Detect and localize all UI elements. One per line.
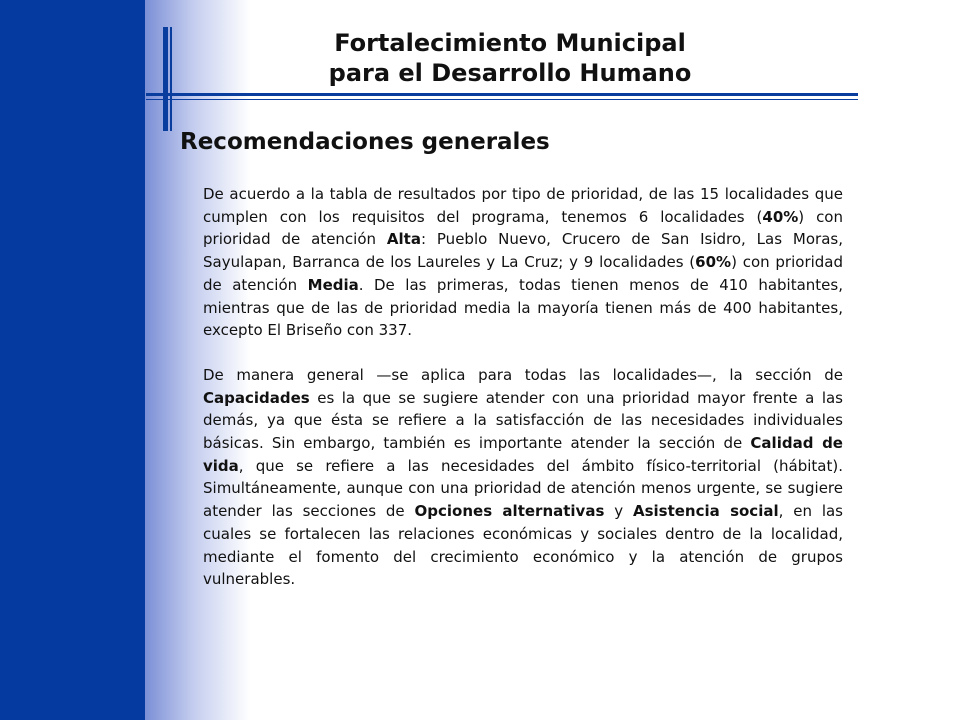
title-line-1: Fortalecimiento Municipal (334, 29, 686, 57)
slide-title (230, 28, 790, 88)
bold-run: Alta (386, 230, 421, 249)
decorative-vertical-line-thin (170, 27, 172, 131)
bold-run: Opciones alternativas (414, 502, 605, 521)
text-run: ) con prioridad de atención (203, 207, 843, 249)
text-run: ) con prioridad de atención (203, 253, 844, 294)
text-run: es la que se sugiere atender con una prioridad mayor frente a las demás, ya que ésta se refiere a la satisfacción de las necesidades individuales básicas. Sin embargo, también es importante atender la sección de (203, 388, 843, 453)
text-run: , que se refiere a las necesidades del ámbito físico-territorial (hábitat). Simultáneamente, aunque con una prioridad de atención menos urgente, se sugiere atender las secciones de (203, 456, 843, 521)
bold-run: 60% (695, 253, 732, 272)
text-run: De acuerdo a la tabla de resultados por tipo de prioridad, de las 15 localidades que cumplen con los requisitos del programa, tenemos 6 localidades ( (203, 185, 843, 226)
text-run: De manera general —se aplica para todas las localidades—, la sección de (203, 365, 843, 384)
text-run: y (604, 502, 633, 521)
bold-run: Asistencia social (632, 502, 779, 521)
left-blue-bar (0, 0, 145, 720)
text-run: , en las cuales se fortalecen las relaciones económicas y sociales dentro de la localidad, mediante el fomento del crecimiento económico y la atención de grupos vulnerables. (203, 502, 843, 589)
title-line-2: para el Desarrollo Humano (328, 59, 692, 87)
bold-run: Media (307, 275, 359, 294)
body-text (203, 183, 843, 613)
bold-run: 40% (762, 207, 799, 226)
decorative-horizontal-line-thin (146, 99, 858, 100)
text-run: . De las primeras, todas tienen menos de 410 habitantes, mientras que de las de prioridad media la mayoría tienen más de 400 habitantes, excepto El Briseño con 337. (203, 275, 843, 340)
bold-run: Calidad de vida (203, 434, 843, 475)
bold-run: Capacidades (203, 388, 310, 407)
paragraph-1 (203, 183, 843, 342)
paragraph-2 (203, 364, 843, 591)
decorative-horizontal-line (146, 93, 858, 96)
text-run: : Pueblo Nuevo, Crucero de San Isidro, Las Moras, Sayulapan, Barranca de los Laureles y La Cruz; y 9 localidades ( (203, 230, 843, 272)
decorative-vertical-line (163, 27, 168, 131)
section-heading: Recomendaciones generales (180, 129, 550, 155)
